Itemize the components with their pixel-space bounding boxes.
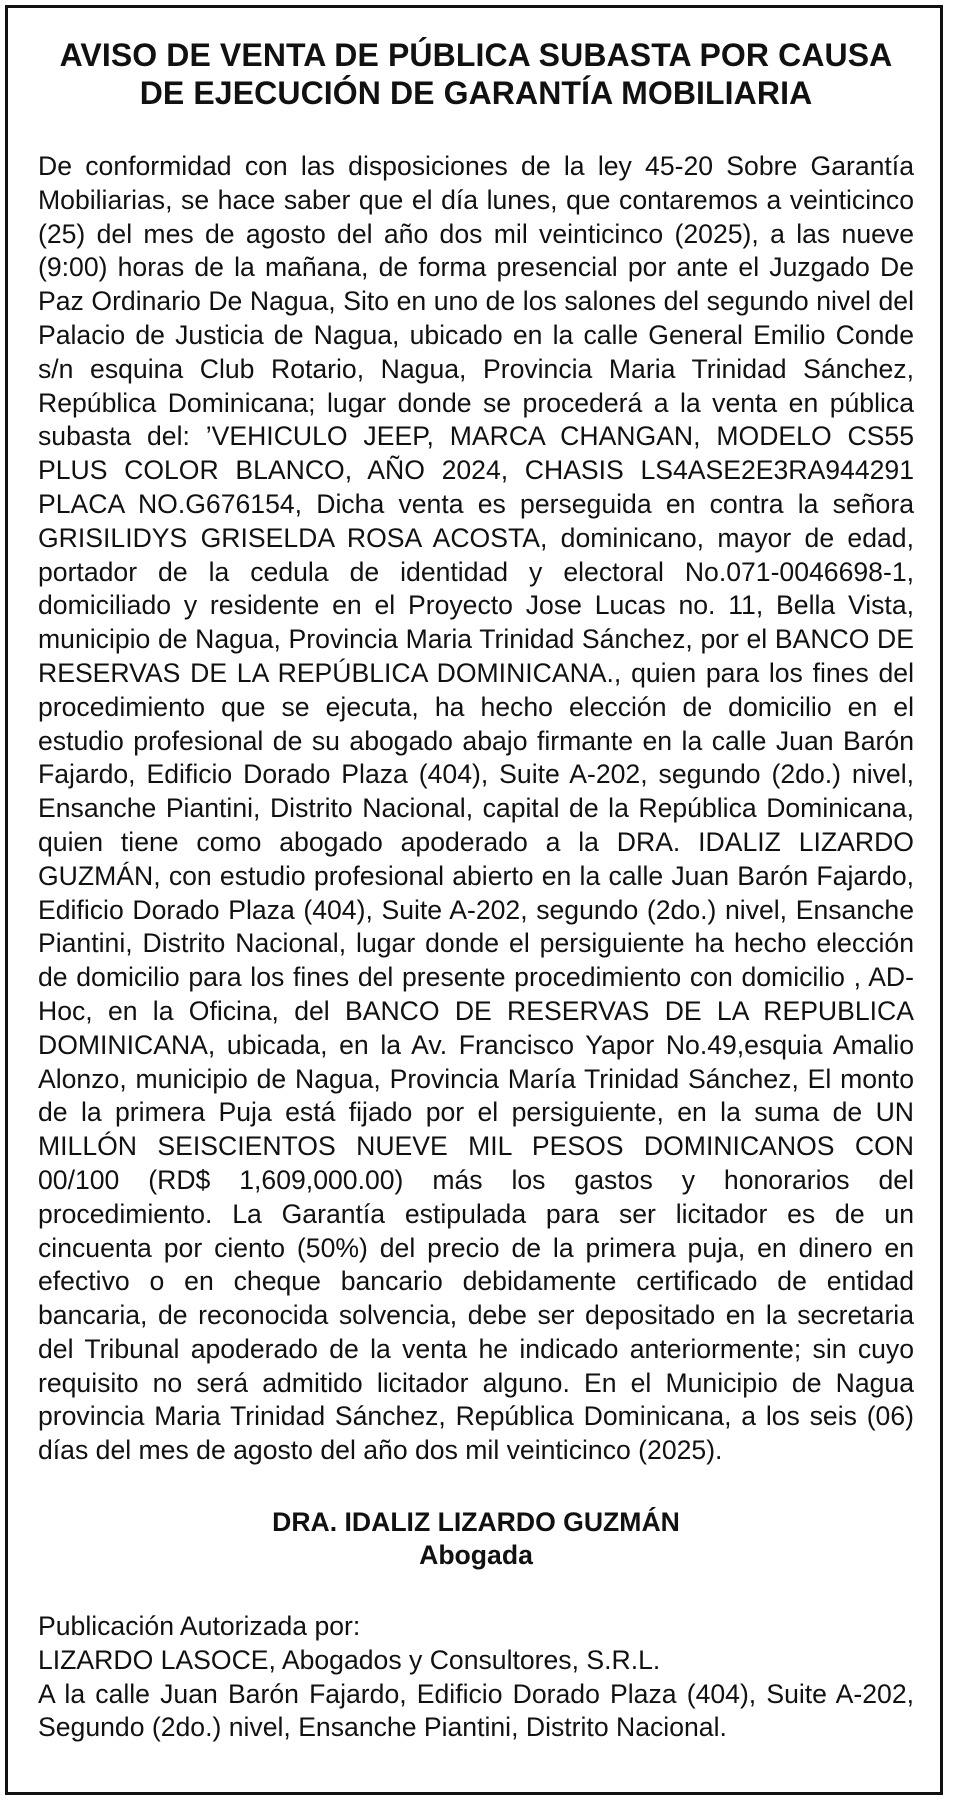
- publication-label: Publicación Autorizada por:: [38, 1611, 361, 1642]
- signature-block: [38, 1506, 914, 1572]
- notice-title-line-1: AVISO DE VENTA DE PÚBLICA SUBASTA POR CAUSA: [59, 37, 893, 73]
- notice-body: De conformidad con las disposiciones de la ley 45-20 Sobre Garantía Mobiliarias, se hace saber que el día lunes, que contaremos a veinticinco (25) del mes de agosto del año dos mil veinticinco (2025), a las nueve (9:00) horas de la mañana, de forma presencial por ante el Juzgado De Paz Ordinario De Nagua, Sito en uno de los salones del segundo nivel del Palacio de Justicia de Nagua, ubicado en la calle General Emilio Conde s/n esquina Club Rotario, Nagua, Provincia Maria Trinidad Sánchez, República Dominicana; lugar donde se procederá a la venta en pública subasta del: ’VEHICULO JEEP, MARCA CHANGAN, MODELO CS55 PLUS COLOR BLANCO, AÑO 2024, CHASIS LS4ASE2E3RA944291 PLACA NO.G676154, Dicha venta es perseguida en contra la señora GRISILIDYS GRISELDA ROSA ACOSTA, dominicano, mayor de edad, portador de la cedula de identidad y electoral No.071-0046698-1, domiciliado y residente en el Proyecto Jose Lucas no. 11, Bella Vista, municipio de Nagua, Provincia Maria Trinidad Sánchez, por el BANCO DE RESERVAS DE LA REPÚBLICA DOMINICANA., quien para los fines del procedimiento que se ejecuta, ha hecho elección de domicilio en el estudio profesional de su abogado abajo firmante en la calle Juan Barón Fajardo, Edificio Dorado Plaza (404), Suite A-202, segundo (2do.) nivel, Ensanche Piantini, Distrito Nacional, capital de la República Dominicana, quien tiene como abogado apoderado a la DRA. IDALIZ LIZARDO GUZMÁN, con estudio profesional abierto en la calle Juan Barón Fajardo, Edificio Dorado Plaza (404), Suite A-202, segundo (2do.) nivel, Ensanche Piantini, Distrito Nacional, lugar donde el persiguiente ha hecho elección de domicilio para los fines del presente procedimiento con domicilio , AD-Hoc, en la Oficina, del BANCO DE RESERVAS DE LA REPUBLICA DOMINICANA, ubicada, en la Av. Francisco Yapor No.49,esquia Amalio Alonzo, municipio de Nagua, Provincia María Trinidad Sánchez, El monto de la primera Puja está fijado por el persiguiente, en la suma de UN MILLÓN SEISCIENTOS NUEVE MIL PESOS DOMINICANOS CON 00/100 (RD$ 1,609,000.00) más los gastos y honorarios del procedimiento. La Garantía estipulada para ser licitador es de un cincuenta por ciento (50%) del precio de la primera puja, en dinero en efectivo o en cheque bancario debidamente certificado de entidad bancaria, de reconocida solvencia, debe ser depositado en la secretaria del Tribunal apoderado de la venta he indicado anteriormente; sin cuyo requisito no será admitido licitador alguno. En el Municipio de Nagua provincia Maria Trinidad Sánchez, República Dominicana, a los seis (06) días del mes de agosto del año dos mil veinticinco (2025).: [38, 151, 914, 1466]
- publication-firm: LIZARDO LASOCE, Abogados y Consultores, S.R.L.: [38, 1644, 661, 1675]
- publication-authorization: [38, 1610, 914, 1745]
- publication-address: A la calle Juan Barón Fajardo, Edificio Dorado Plaza (404), Suite A-202, Segundo (2do.) nivel, Ensanche Piantini, Distrito Nacional.: [38, 1678, 914, 1743]
- notice-title-line-2: DE EJECUCIÓN DE GARANTÍA MOBILIARIA: [139, 75, 813, 111]
- signatory-role: Abogada: [419, 1540, 533, 1571]
- notice-title: [38, 36, 914, 112]
- legal-notice: [5, 5, 943, 1795]
- signatory-name: DRA. IDALIZ LIZARDO GUZMÁN: [272, 1507, 680, 1538]
